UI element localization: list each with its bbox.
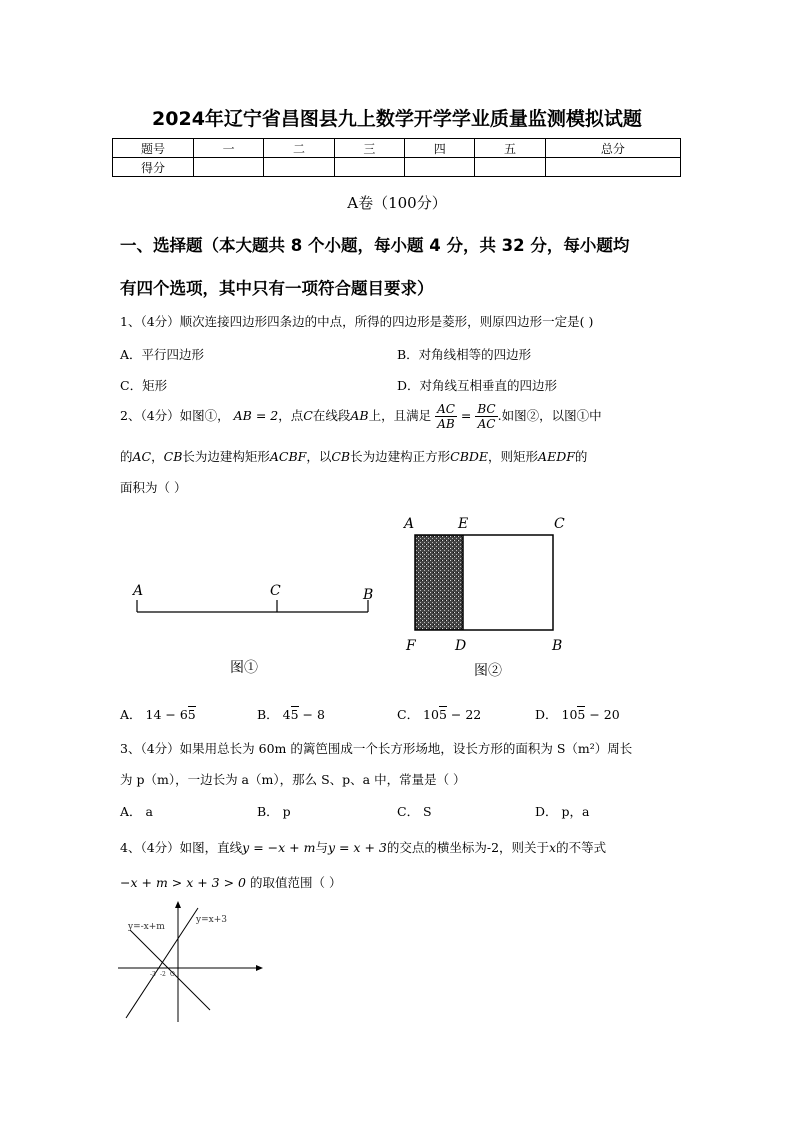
q2-text: ，: [151, 449, 164, 464]
q4-math: y = x + 3: [327, 840, 387, 855]
q4-text: 的交点的横坐标为-2，则关于: [386, 840, 550, 855]
q1-option-b: B．对角线相等的四边形: [397, 347, 532, 362]
q2-math: AC: [132, 449, 152, 464]
q2-math: CB: [331, 449, 351, 464]
q2-text: 长为边建构正方形: [350, 449, 451, 464]
q2-math: ACBF: [269, 449, 307, 464]
score-row-label: 得分: [113, 158, 194, 177]
q3-option-d: D． p，a: [535, 804, 590, 819]
q2-stem-line2: [120, 447, 700, 467]
q3-option-b: B． p: [257, 804, 291, 819]
part-a-heading: A卷（100分）: [347, 194, 447, 212]
label-a: A: [404, 516, 415, 532]
q3-stem-line2: 为 p（m），一边长为 a（m），那么 S、p、a 中，常量是（ ）: [120, 772, 466, 787]
q2-math: AB = 2: [233, 408, 279, 423]
q4-math: x: [549, 840, 557, 855]
score-header-cell: 一: [194, 139, 264, 158]
label-line-1: y=-x+m: [128, 922, 165, 932]
q2-figure-1: [125, 575, 395, 685]
q2-text: 2、（4分）如图①，: [120, 408, 230, 423]
q2-text: 的: [120, 449, 133, 464]
q2-fraction-bc-ac: $\frac{BC}{AC}$: [477, 402, 496, 431]
label-c: C: [554, 516, 565, 532]
q3-option-a: A． a: [120, 804, 153, 819]
q2-text: 上，且满足: [368, 408, 432, 423]
q2-math: AEDF: [538, 449, 575, 464]
tick-label: -3: [150, 971, 156, 978]
figure-2-caption: 图②: [474, 663, 502, 679]
q2-option-b: B． 45 − 8: [257, 707, 325, 722]
q1-option-a: A．平行四边形: [120, 347, 205, 362]
score-table-header-row: [113, 139, 681, 158]
x-axis-arrow: [256, 965, 263, 971]
q1-option-c: C．矩形: [120, 378, 168, 393]
score-cell: [405, 158, 475, 177]
score-header-cell: 三: [334, 139, 404, 158]
q4-stem-line1: [120, 838, 720, 858]
q2-text: ，点: [278, 408, 304, 423]
score-header-cell: 题号: [113, 139, 194, 158]
tick-label: -2: [160, 971, 166, 978]
q2-text: .如图②，以图①中: [497, 408, 602, 423]
q2-math: C: [303, 408, 313, 423]
shaded-rectangle-aedf: [415, 535, 463, 630]
q1-stem: 1、（4分）顺次连接四边形四条边的中点，所得的四边形是菱形，则原四边形一定是( ): [120, 314, 594, 329]
score-header-cell: 总分: [545, 139, 680, 158]
label-line-2: y=x+3: [196, 915, 227, 925]
label-d: D: [455, 638, 467, 654]
q3-option-c: C． S: [397, 804, 432, 819]
exam-title: 2024年辽宁省昌图县九上数学开学学业质量监测模拟试题: [152, 108, 642, 130]
q2-stem-line1: [120, 402, 700, 431]
q2-option-d: D． 105 − 20: [535, 707, 620, 722]
q1-option-d: D．对角线互相垂直的四边形: [397, 378, 558, 393]
score-header-cell: 二: [264, 139, 334, 158]
q2-text: ，则矩形: [488, 449, 539, 464]
q2-figure-2: [398, 512, 588, 684]
label-c: C: [270, 583, 281, 599]
q2-fraction-ac-ab: $\frac{AC}{AB}$: [437, 402, 455, 431]
score-table: [112, 138, 681, 177]
q2-math: CB: [163, 449, 183, 464]
label-e: E: [458, 516, 469, 532]
q4-figure: [118, 900, 268, 1025]
score-header-cell: 四: [405, 139, 475, 158]
score-cell: [475, 158, 545, 177]
q2-text: 长为边建构矩形: [182, 449, 270, 464]
label-a: A: [133, 583, 144, 599]
q2-text: ，以: [306, 449, 332, 464]
q2-text: 在线段: [312, 408, 351, 423]
q4-text: 的取值范围（ ）: [246, 875, 342, 890]
figure-1-caption: 图①: [230, 660, 258, 676]
section1-heading-line2: 有四个选项，其中只有一项符合题目要求）: [120, 279, 434, 298]
q2-equals: =: [460, 408, 472, 423]
score-header-cell: 五: [475, 139, 545, 158]
q3-stem-line1: 3、（4分）如果用总长为 60m 的篱笆围成一个长方形场地，设长方形的面积为 S（m²）周长: [120, 741, 633, 756]
q4-math: y = −x + m: [242, 840, 316, 855]
q4-text: 4、（4分）如图，直线: [120, 840, 243, 855]
q2-option-c: C． 105 − 22: [397, 707, 482, 722]
score-cell: [264, 158, 334, 177]
line-y-neg-x-plus-m: [130, 930, 210, 1010]
q2-text: 的: [574, 449, 588, 464]
q4-text: 与: [315, 840, 328, 855]
label-b: B: [552, 638, 563, 654]
origin-label: O: [170, 971, 175, 978]
y-axis-arrow: [175, 901, 181, 908]
score-cell: [334, 158, 404, 177]
q2-math: AB: [350, 408, 369, 423]
q2-math: CBDE: [450, 449, 489, 464]
score-cell: [545, 158, 680, 177]
label-b: B: [363, 587, 374, 603]
label-f: F: [406, 638, 416, 654]
q4-text: 的不等式: [556, 840, 607, 855]
score-cell: [194, 158, 264, 177]
q2-option-a: A． 14 − 65: [120, 707, 196, 722]
q4-inequality: −x + m > x + 3 > 0: [120, 875, 247, 890]
q2-stem-line3: 面积为（ ）: [120, 480, 187, 495]
section1-heading-line1: 一、选择题（本大题共 8 个小题，每小题 4 分，共 32 分，每小题均: [120, 236, 630, 255]
score-table-score-row: [113, 158, 681, 177]
q4-stem-line2: [120, 873, 720, 893]
